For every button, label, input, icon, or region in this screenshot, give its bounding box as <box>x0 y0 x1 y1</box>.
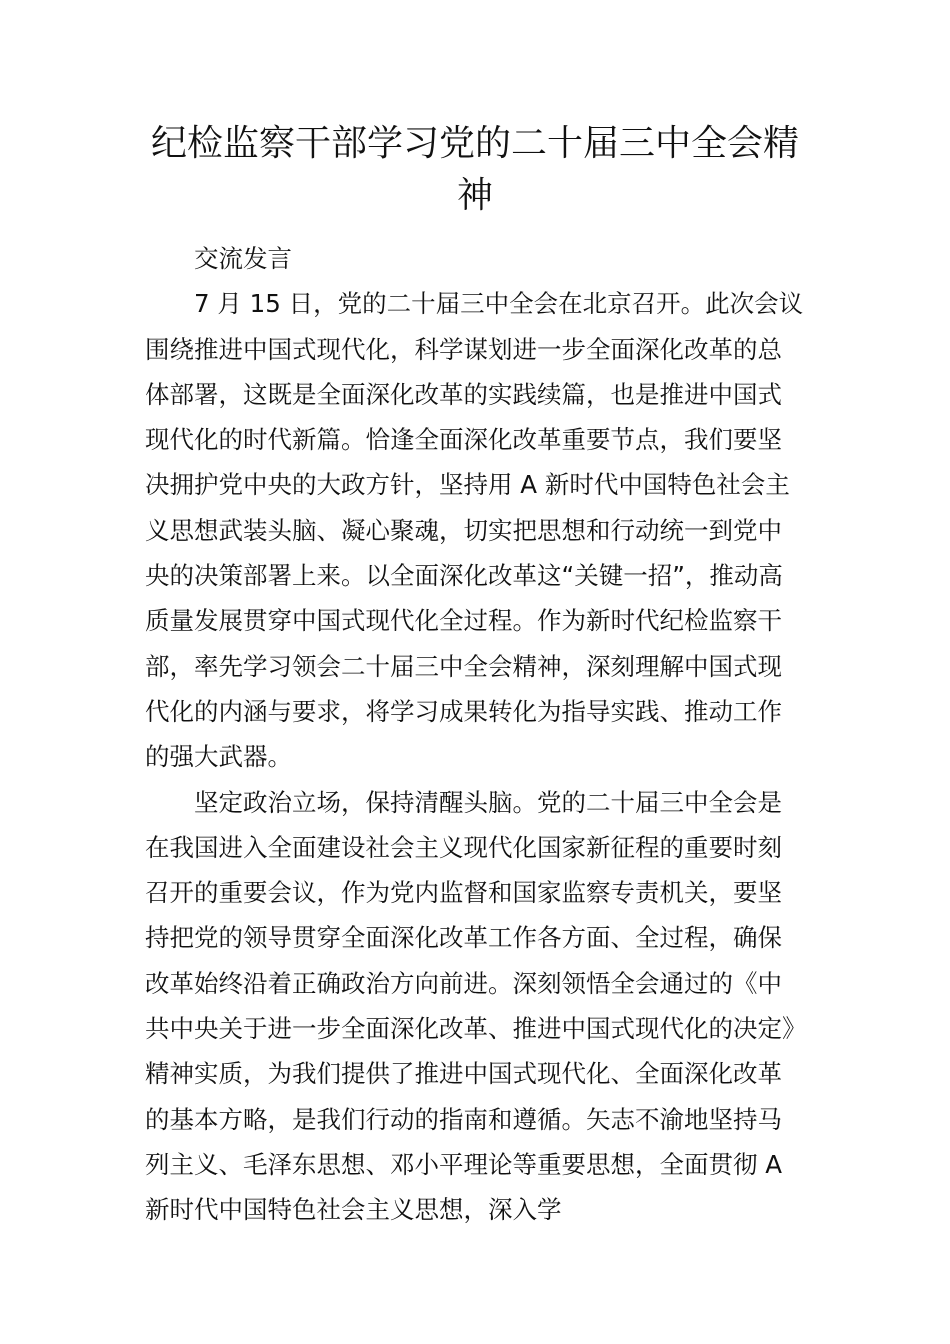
document-title: 纪检监察干部学习党的二十届三中全会精神 <box>150 123 799 216</box>
document-body <box>145 236 805 1233</box>
paragraph-2: 坚定政治立场，保持清醒头脑。党的二十届三中全会是在我国进入全面建设社会主义现代化国家新征程的重要时刻召开的重要会议，作为党内监督和国家监察专责机关，要坚持把党的领导贯穿全面深化改革工作各方面、全过程，确保改革始终沿着正确政治方向前进。深刻领悟全会通过的《中共中央关于进一步全面深化改革、推进中国式现代化的决定》精神实质，为我们提供了推进中国式现代化、全面深化改革的基本方略，是我们行动的指南和遵循。矢志不渝地坚持马列主义、毛泽东思想、邓小平理论等重要思想，全面贯彻 A 新时代中国特色社会主义思想，深入学 <box>145 787 795 1225</box>
paragraph-1: 7 月 15 日，党的二十届三中全会在北京召开。此次会议围绕推进中国式现代化，科学谋划进一步全面深化改革的总体部署，这既是全面深化改革的实践续篇，也是推进中国式现代化的时代新篇。恰逢全面深化改革重要节点，我们要坚决拥护党中央的大政方针，坚持用 A 新时代中国特色社会主义思想武装头脑、凝心聚魂，切实把思想和行动统一到党中央的决策部署上来。以全面深化改革这“关键一招”，推动高质量发展贯穿中国式现代化全过程。作为新时代纪检监察干部，率先学习领会二十届三中全会精神，深刻理解中国式现代化的内涵与要求，将学习成果转化为指导实践、推动工作的强大武器。 <box>145 289 804 772</box>
document-subtitle: 交流发言 <box>194 244 292 273</box>
